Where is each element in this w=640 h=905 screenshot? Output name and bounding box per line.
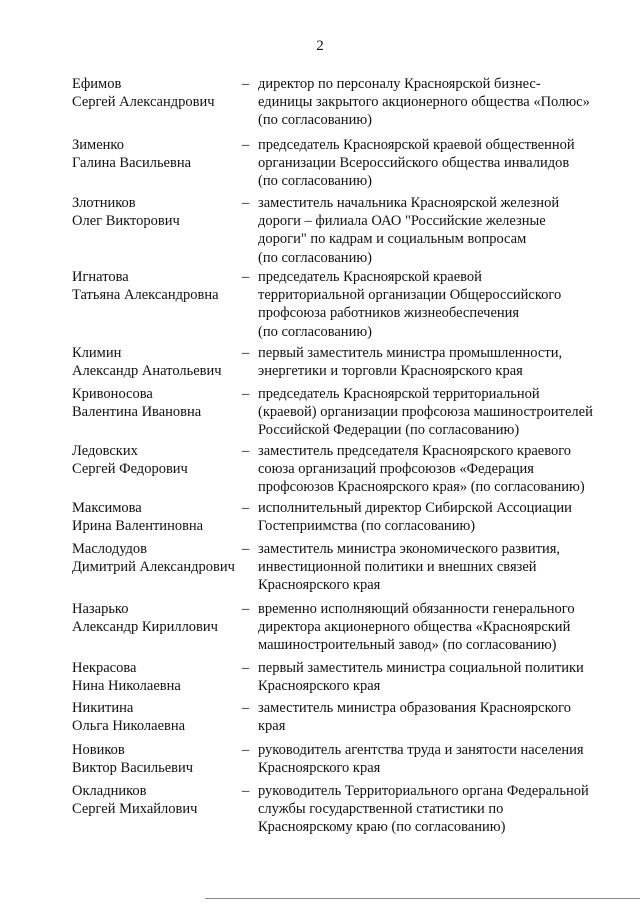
member-surname: Злотников — [72, 195, 136, 211]
position-line: руководитель агентства труда и занятости населения — [258, 742, 584, 758]
position-line: председатель Красноярской краевой — [258, 269, 482, 285]
entry-dash: – — [242, 443, 250, 459]
position-line: службы государственной статистики по — [258, 801, 504, 818]
position-line: председатель Красноярской территориальной — [258, 386, 540, 402]
position-line: энергетики и торговли Красноярского края — [258, 363, 523, 380]
position-line: заместитель министра образования Красноярского — [258, 700, 572, 716]
member-position — [258, 442, 618, 497]
member-name — [72, 344, 240, 380]
member-position — [258, 344, 618, 380]
member-name — [72, 268, 240, 304]
member-name — [72, 699, 240, 735]
member-name — [72, 136, 240, 172]
member-given-names: Олег Викторович — [72, 213, 180, 230]
entry-dash: – — [242, 345, 250, 361]
bottom-rule — [205, 898, 640, 899]
position-line: профсоюза работников жизнеобеспечения — [258, 305, 520, 322]
member-given-names: Сергей Федорович — [72, 461, 188, 478]
member-given-names: Галина Васильевна — [72, 155, 192, 172]
position-line: временно исполняющий обязанности генерального — [258, 601, 575, 617]
member-given-names: Димитрий Александрович — [72, 559, 235, 576]
member-given-names: Нина Николаевна — [72, 678, 181, 695]
position-line: единицы закрытого акционерного общества «Полюс» — [258, 94, 590, 111]
member-given-names: Ирина Валентиновна — [72, 518, 204, 535]
position-line: (краевой) организации профсоюза машиностроителей — [258, 404, 593, 421]
position-line: территориальной организации Общероссийского — [258, 287, 562, 304]
entry-dash: – — [242, 700, 250, 716]
member-surname: Ледовских — [72, 443, 138, 459]
position-line: Российской Федерации (по согласованию) — [258, 422, 520, 439]
position-line: дороги – филиала ОАО "Российские железные — [258, 213, 546, 230]
member-surname: Назарько — [72, 601, 129, 617]
position-line: первый заместитель министра социальной политики — [258, 660, 584, 676]
member-given-names: Виктор Васильевич — [72, 760, 194, 777]
member-surname: Максимова — [72, 500, 142, 516]
page-number: 2 — [316, 38, 324, 54]
position-line: директор по персоналу Красноярской бизнес- — [258, 76, 541, 92]
position-line: края — [258, 718, 286, 735]
member-name — [72, 499, 240, 535]
entry-dash: – — [242, 195, 250, 211]
position-line: заместитель председателя Красноярского краевого — [258, 443, 572, 459]
member-given-names: Александр Кириллович — [72, 619, 218, 636]
position-line: председатель Красноярской краевой общественной — [258, 137, 575, 153]
position-line: машиностроительный завод» (по согласованию) — [258, 637, 557, 654]
member-surname: Окладников — [72, 783, 147, 799]
position-line: Красноярскому краю (по согласованию) — [258, 819, 506, 836]
member-surname: Кривоносова — [72, 386, 153, 402]
member-surname: Маслодудов — [72, 541, 148, 557]
position-line: первый заместитель министра промышленности, — [258, 345, 563, 361]
member-given-names: Александр Анатольевич — [72, 363, 222, 380]
member-position — [258, 699, 618, 735]
member-given-names: Сергей Александрович — [72, 94, 215, 111]
member-given-names: Татьяна Александровна — [72, 287, 219, 304]
member-surname: Зименко — [72, 137, 124, 153]
member-name — [72, 540, 240, 576]
member-name — [72, 659, 240, 695]
position-line: дороги" по кадрам и социальным вопросам — [258, 231, 527, 248]
member-position — [258, 540, 618, 595]
member-given-names: Сергей Михайлович — [72, 801, 198, 818]
member-position — [258, 600, 618, 655]
position-line: заместитель начальника Красноярской железной — [258, 195, 560, 211]
entry-dash: – — [242, 601, 250, 617]
position-line: руководитель Территориального органа Федеральной — [258, 783, 589, 799]
entry-dash: – — [242, 137, 250, 153]
member-name — [72, 75, 240, 111]
member-name — [72, 741, 240, 777]
position-line: (по согласованию) — [258, 173, 372, 190]
member-surname: Климин — [72, 345, 122, 361]
member-name — [72, 385, 240, 421]
member-position — [258, 75, 618, 130]
entry-dash: – — [242, 500, 250, 516]
position-line: директора акционерного общества «Красноярский — [258, 619, 571, 636]
member-surname: Новиков — [72, 742, 125, 758]
position-line: инвестиционной политики и внешних связей — [258, 559, 537, 576]
member-position — [258, 268, 618, 341]
position-line: профсоюзов Красноярского края» (по согласованию) — [258, 479, 585, 496]
entry-dash: – — [242, 660, 250, 676]
member-name — [72, 442, 240, 478]
member-given-names: Валентина Ивановна — [72, 404, 202, 421]
member-surname: Ефимов — [72, 76, 122, 92]
member-given-names: Ольга Николаевна — [72, 718, 186, 735]
member-surname: Никитина — [72, 700, 134, 716]
entry-dash: – — [242, 783, 250, 799]
position-line: (по согласованию) — [258, 323, 372, 340]
position-line: Гостеприимства (по согласованию) — [258, 518, 476, 535]
position-line: исполнительный директор Сибирской Ассоциации — [258, 500, 572, 516]
member-name — [72, 782, 240, 818]
position-line: Красноярского края — [258, 760, 381, 777]
position-line: союза организаций профсоюзов «Федерация — [258, 461, 534, 478]
position-line: организации Всероссийского общества инвалидов — [258, 155, 570, 172]
position-line: (по согласованию) — [258, 112, 372, 129]
position-line: заместитель министра экономического развития, — [258, 541, 561, 557]
member-name — [72, 600, 240, 636]
member-position — [258, 499, 618, 535]
entry-dash: – — [242, 742, 250, 758]
position-line: Красноярского края — [258, 577, 381, 594]
member-position — [258, 659, 618, 695]
entry-dash: – — [242, 386, 250, 402]
entry-dash: – — [242, 76, 250, 92]
member-position — [258, 385, 618, 440]
position-line: Красноярского края — [258, 678, 381, 695]
member-surname: Некрасова — [72, 660, 137, 676]
entry-dash: – — [242, 541, 250, 557]
member-position — [258, 136, 618, 191]
entry-dash: – — [242, 269, 250, 285]
member-surname: Игнатова — [72, 269, 129, 285]
member-position — [258, 741, 618, 777]
member-position — [258, 194, 618, 267]
member-name — [72, 194, 240, 230]
member-position — [258, 782, 618, 837]
position-line: (по согласованию) — [258, 249, 372, 266]
